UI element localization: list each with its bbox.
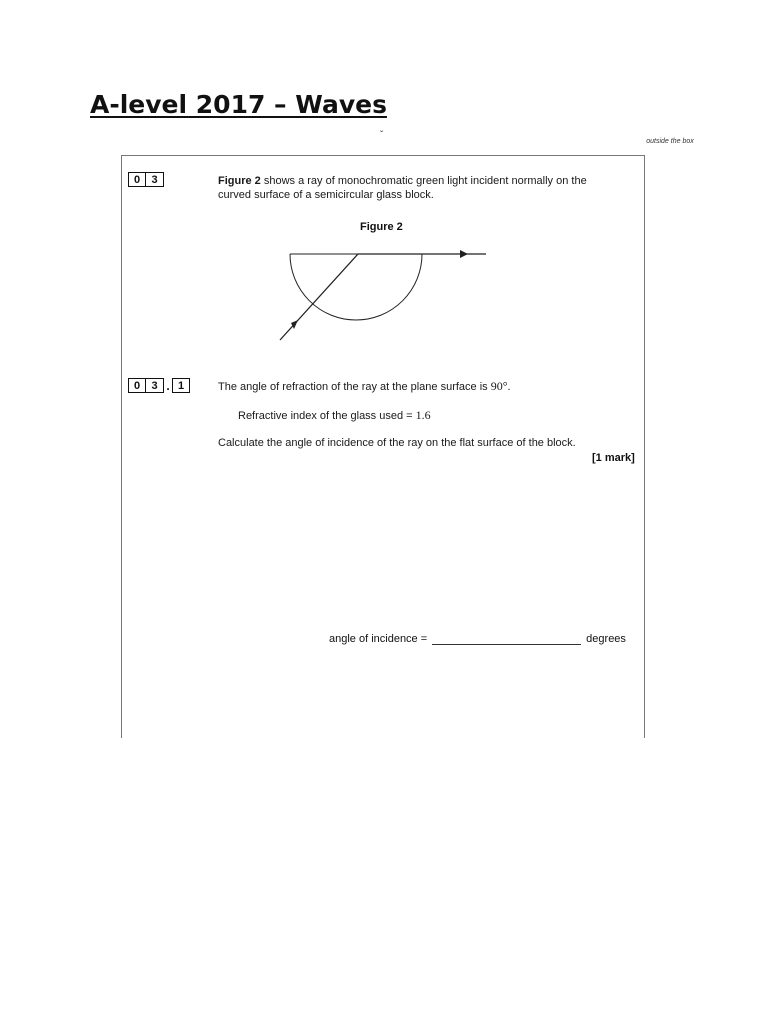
semicircle-curved-surface [290, 254, 422, 320]
question-intro [218, 174, 618, 202]
subquestion-part: 1 [172, 378, 190, 393]
refractive-index-value: 1.6 [415, 408, 431, 422]
page-title: A-level 2017 – Waves [90, 90, 387, 119]
refraction-angle-value: 90° [490, 379, 508, 393]
answer-label: angle of incidence = [329, 633, 428, 645]
subquestion-digit: 0 [128, 378, 146, 393]
subquestion-digit: 3 [146, 378, 164, 393]
refraction-statement-end: . [507, 381, 511, 393]
answer-line[interactable] [432, 630, 581, 645]
semicircle-glass-diagram [270, 240, 500, 350]
refraction-statement [218, 379, 511, 394]
refracted-arrow-head [460, 250, 468, 258]
subquestion-number [128, 378, 190, 393]
question-intro-text: shows a ray of monochromatic green light incident normally on the curved surface of a semicircular glass block. [218, 175, 587, 201]
answer-row [329, 630, 626, 645]
figure-reference: Figure 2 [218, 175, 261, 187]
subquestion-dot: . [166, 378, 170, 393]
mark-allocation: [1 mark] [592, 452, 635, 464]
refractive-index-text: Refractive index of the glass used = [238, 410, 416, 422]
incident-ray [280, 254, 358, 340]
margin-note: outside the box [646, 138, 694, 145]
answer-unit: degrees [586, 633, 626, 645]
scan-tick-mark: ˇ [380, 130, 384, 141]
question-digit: 0 [128, 172, 146, 187]
refraction-statement-text: The angle of refraction of the ray at the plane surface is [218, 381, 491, 393]
refractive-index-line [238, 408, 431, 423]
question-digit: 3 [146, 172, 164, 187]
calculate-instruction: Calculate the angle of incidence of the ray on the flat surface of the block. [218, 437, 576, 449]
question-number [128, 172, 164, 187]
figure-caption: Figure 2 [360, 221, 403, 233]
